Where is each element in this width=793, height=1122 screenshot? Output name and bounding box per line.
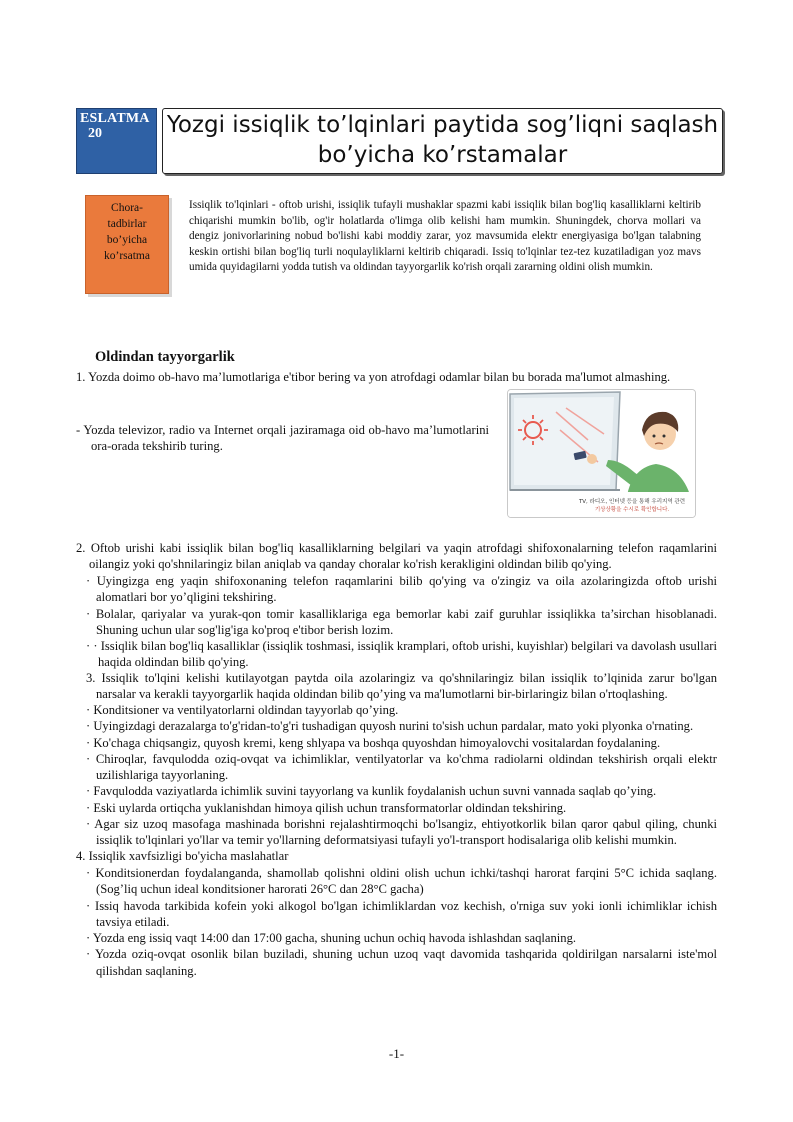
guidance-tag-line: tadbirlar (107, 218, 147, 230)
list-item-3: 3. Issiqlik to'lqini kelishi kutilayotgan paytda oila azolaringiz va qo'shnilaringiz bilan issiqlik to’lqinida zarur bo'lgan narsalar va kerakli tayyorgarlik haqida oldindan bilib qo’ying va ma'lumotlarni bir-birlaringiz bilan o'rtoqlashing. (86, 671, 717, 702)
guidance-tag-line: ko’rsatma (104, 250, 150, 262)
note-badge-number: 20 (88, 126, 102, 141)
list-item: · Uyingizdagi derazalarga to'g'ridan-to'g'ri tushadigan quyosh nurini to'sish uchun pardalar, mato yoki plyonka o'rnating. (86, 719, 694, 734)
list-item-2: 2. Oftob urishi kabi issiqlik bilan bog'liq kasalliklarning belgilari va yaqin atrofdagi shifoxonalarning telefon raqamlarini oilangiz yoki qo'shnilaringiz bilan aniqlab va qanday choralar ko'rish kerakligini oldindan bilib qo'ying. (76, 541, 717, 572)
list-item-1-sub: - Yozda televizor, radio va Internet orqali jaziramaga oid ob-havo ma’lumotlarini ora-orada tekshirib turing. (76, 423, 489, 454)
list-item: · Ko'chaga chiqsangiz, quyosh kremi, keng shlyapa va boshqa quyoshdan himoyalovchi vositalardan foydalaning. (86, 735, 661, 750)
item-4-bullets (86, 865, 717, 979)
item-2-bullets (86, 573, 717, 671)
page-title-line-2: bo’yicha ko’rstamalar (317, 142, 568, 168)
note-badge (76, 108, 157, 174)
list-item: · Yozda oziq-ovqat osonlik bilan buziladi, shuning uchun uzoq vaqt davomida tashqarida qoldirilgan narsalarni iste'mol qilishdan saqlaning. (86, 947, 717, 978)
guidance-tag-line: bo’yicha (106, 234, 148, 246)
list-item: · Agar siz uzoq masofaga mashinada borishni rejalashtirmoqchi bo'lsangiz, ehtiyotkorlik bilan qaror qabul qiling, chunki issiqlik to'lqinlari yo'llar va temir yo'llarning deformatsiyasi tufayli yo'l-transport hodisalariga olib kelishi mumkin. (86, 817, 717, 848)
weather-check-illustration (507, 389, 696, 518)
list-item: · Uyingizga eng yaqin shifoxonaning telefon raqamlarini bilib qo'ying va o'zingiz va oila azolaringizda oftob urishi alomatlari bor yo’qligini tekshiring. (86, 574, 717, 605)
list-item-1: 1. Yozda doimo ob-havo ma’lumotlariga e'tibor bering va yon atrofdagi odamlar bilan bu borada ma'lumot almashing. (76, 370, 671, 384)
list-item-4: 4. Issiqlik xavfsizligi bo'yicha maslahatlar (76, 849, 289, 863)
page-number: -1- (388, 1046, 405, 1061)
list-item: · Issiq havoda tarkibida kofein yoki alkogol bo'lgan ichimliklardan voz kechish, o'rniga suv yoki ionli ichimliklar ichish tavsiya etiladi. (86, 898, 717, 929)
page-title (162, 108, 723, 174)
section-heading: Oldindan tayyorgarlik (95, 349, 235, 365)
person-tv-icon (508, 390, 696, 518)
page-title-line-1: Yozgi issiqlik to’lqinlari paytida sog’liqni saqlash (166, 112, 719, 138)
intro-paragraph: Issiqlik to'lqinlari - oftob urishi, issiqlik tufayli mushaklar spazmi kabi issiqlik bilan bog'liq kasalliklarni keltirib chiqarishi mumkin bo'lib, og'ir holatlarda o'limga olib kelishi ham mumkin. Shuningdek, chorva mollari va dengiz jonivorlarining nobud bo'lishi kabi moddiy zarar, yoz mavsumida elektr energiyasiga bo'lgan talabning keskin ortishi bilan bog'liq turli noqulayliklarni keltirib chiqaradi. Issiq to'lqinlar tez-tez kuzatiladigan yoz mavs umida quyidagilarni yodda tutish va oldindan tayyorgarlik ko'rish orqali zararning oldini olish mumkin. (189, 199, 701, 274)
list-item: · Konditsioner va ventilyatorlarni oldindan tayyorlab qo’ying. (86, 703, 399, 717)
item-3-bullets (86, 702, 717, 849)
list-item: · Bolalar, qariyalar va yurak-qon tomir kasalliklariga ega bemorlar kabi zaif guruhlar issiqlikka ta’sirchan hisoblanadi. Shuning uchun ular sog'lig'iga ko'proq e'tibor berish lozim. (86, 606, 717, 637)
list-item: · Konditsionerdan foydalanganda, shamollab qolishni oldini olish uchun ichki/tashqi harorat farqini 5°C ichida saqlang. (Sog’liq uchun ideal konditsioner harorati 26°C dan 28°C gacha) (86, 866, 717, 897)
list-item: · Yozda eng issiq vaqt 14:00 dan 17:00 gacha, shuning uchun ochiq havoda ishlashdan saqlaning. (86, 931, 577, 946)
guidance-tag (85, 195, 169, 294)
list-item: · Chiroqlar, favqulodda oziq-ovqat va ichimliklar, ventilyatorlar va ko'chma radiolarni oldindan tekshirish orqali elektr uzilishlariga tayyorlaning. (86, 751, 717, 783)
note-badge-label: ESLATMA (80, 111, 150, 126)
list-item: · · Issiqlik bilan bog'liq kasalliklar (issiqlik toshmasi, issiqlik kramplari, oftob urishi, kuyishlar) belgilari va davolash usullari haqida oldindan bilib qo'ying. (86, 639, 717, 670)
illustration-caption-line-2: 기상상황을 수시로 확인합니다. (594, 507, 670, 513)
list-item: · Favqulodda vaziyatlarda ichimlik suvini tayyorlang va kunlik foydalanish uchun suvni vannada saqlab qo’ying. (86, 784, 657, 799)
list-item: · Eski uylarda ortiqcha yuklanishdan himoya qilish uchun transformatorlar oldindan tekshiring. (86, 800, 567, 815)
guidance-tag-line: Chora- (111, 202, 143, 214)
illustration-caption-line-1: TV, 라디오, 인터넷 등을 통해 우리지역 관련 (578, 499, 686, 505)
